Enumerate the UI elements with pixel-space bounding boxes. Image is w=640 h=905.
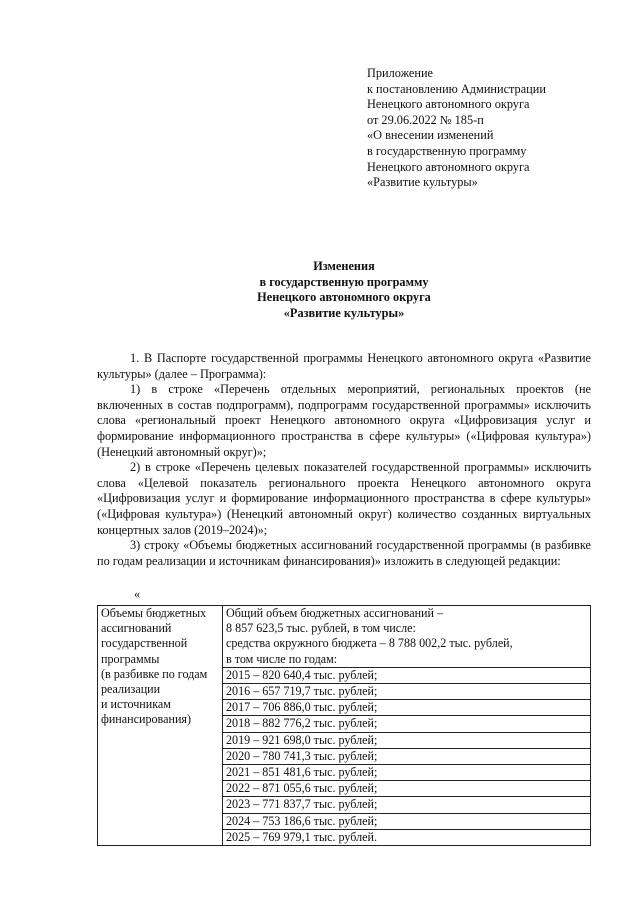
document-heading xyxy=(97,259,591,321)
value-line: 2016 – 657 719,7 тыс. рублей; xyxy=(223,684,590,700)
label-line: государственной xyxy=(101,636,188,651)
label-line: реализации xyxy=(101,682,161,697)
label-line: ассигнований xyxy=(101,621,172,636)
table-row xyxy=(98,606,591,846)
paragraph: 1) в строке «Перечень отдельных мероприятий, региональных проектов (не включенных в состав подпрограмм), подпрограмм государственной программы» исключить слова «региональный проект Ненецкого автономного округа «Цифровизация услуг и формирование информационного пространства в сфере культуры» («Цифровая культура») (Ненецкий автономный округ)»; xyxy=(97,382,591,459)
label-line: Объемы бюджетных xyxy=(101,606,207,620)
appendix-line: от 29.06.2022 № 185-п xyxy=(367,112,484,127)
value-line: в том числе по годам: xyxy=(223,652,590,668)
table-cell-label xyxy=(98,606,223,846)
heading-line: Изменения xyxy=(313,259,375,273)
paragraph: 3) строку «Объемы бюджетных ассигнований государственной программы (в разбивке по годам реализации и источникам финансирования)» изложить в следующей редакции: xyxy=(97,538,591,568)
value-line: 2015 – 820 640,4 тыс. рублей; xyxy=(223,668,590,684)
value-line: 2018 – 882 776,2 тыс. рублей; xyxy=(223,716,590,732)
value-line: 8 857 623,5 тыс. рублей, в том числе: xyxy=(226,621,416,636)
appendix-block xyxy=(367,66,617,191)
label-line: и источникам xyxy=(101,697,171,712)
budget-table xyxy=(97,605,591,846)
value-line: 2023 – 771 837,7 тыс. рублей; xyxy=(223,797,590,813)
paragraph: 1. В Паспорте государственной программы Ненецкого автономного округа «Развитие культуры» (далее – Программа): xyxy=(97,351,591,381)
value-line: 2025 – 769 979,1 тыс. рублей. xyxy=(226,829,378,844)
appendix-line: «О внесении изменений xyxy=(367,128,494,143)
appendix-line: Ненецкого автономного округа xyxy=(367,97,530,112)
label-line: финансирования) xyxy=(101,712,192,727)
label-line: программы xyxy=(101,651,160,666)
heading-line: «Развитие культуры» xyxy=(283,305,405,320)
value-line: 2017 – 706 886,0 тыс. рублей; xyxy=(223,700,590,716)
document-body xyxy=(97,351,591,569)
appendix-line: к постановлению Администрации xyxy=(367,81,546,96)
opening-quote: « xyxy=(134,587,141,601)
value-line: средства окружного бюджета – 8 788 002,2 тыс. рублей, xyxy=(226,636,513,651)
value-line: 2019 – 921 698,0 тыс. рублей; xyxy=(223,733,590,749)
value-line: 2021 – 851 481,6 тыс. рублей; xyxy=(223,765,590,781)
label-line: (в разбивке по годам xyxy=(101,666,208,681)
heading-line: в государственную программу xyxy=(259,274,429,289)
appendix-line: «Развитие культуры» xyxy=(367,175,478,190)
heading-line: Ненецкого автономного округа xyxy=(257,290,431,305)
appendix-line: Приложение xyxy=(367,66,433,80)
value-line: 2024 – 753 186,6 тыс. рублей; xyxy=(223,814,590,830)
value-line: 2020 – 780 741,3 тыс. рублей; xyxy=(223,749,590,765)
value-line: Общий объем бюджетных ассигнований – xyxy=(226,606,444,620)
appendix-line: в государственную программу xyxy=(367,143,527,158)
value-line: 2022 – 871 055,6 тыс. рублей; xyxy=(223,781,590,797)
appendix-line: Ненецкого автономного округа xyxy=(367,159,530,174)
paragraph: 2) в строке «Перечень целевых показателей государственной программы» исключить слова «Целевой показатель регионального проекта Ненецкого автономного округа «Цифровизация услуг и формирование информационного пространства в сфере культуры» («Цифровая культура») (Ненецкий автономный округ) количество созданных виртуальных концертных залов (2019–2024)»; xyxy=(97,460,591,537)
table-cell-values xyxy=(223,606,591,846)
